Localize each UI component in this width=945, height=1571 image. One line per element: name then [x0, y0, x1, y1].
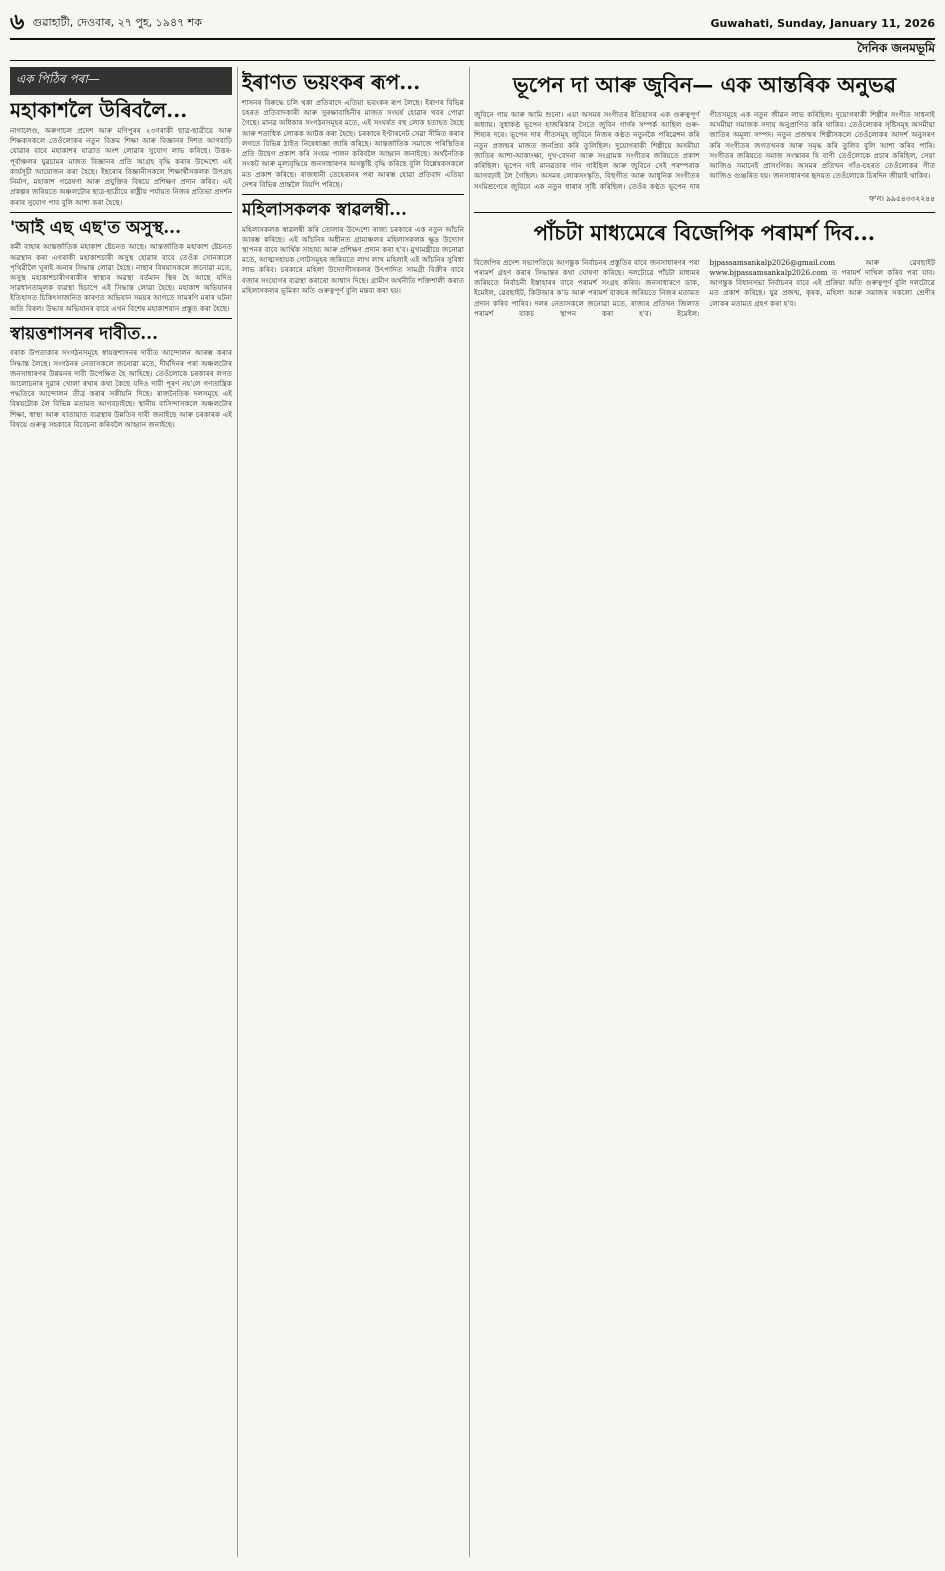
column-1 [10, 67, 232, 1559]
header-left [10, 5, 202, 42]
headline: 'আই এছ এছ'ত অসুস্থ... [10, 217, 182, 238]
divider [474, 212, 935, 213]
headline: ইৰাণত ভয়ংকৰ ৰূপ... [242, 70, 421, 94]
page-number: ৬ [10, 8, 25, 35]
author-phone: ফ'ন। ৯৯৫৪৩৩২২৪৪ [869, 193, 935, 203]
header-date-local: গুৱাহাটী, দেওবাৰ, ২৭ পুহ, ১৯৪৭ শক [32, 15, 202, 29]
columns [10, 61, 935, 1561]
column-2 [242, 67, 464, 1559]
divider [10, 212, 232, 213]
headline: মহিলাসকলক স্বাৱলম্বী... [242, 199, 407, 220]
headline: মহাকাশলৈ উৰিবলৈ... [10, 98, 188, 122]
article-two-column [474, 110, 935, 192]
headline: স্বায়ত্তশাসনৰ দাবীত... [10, 323, 159, 344]
article-body: নাগালেণ্ড, অৰুণাচল প্ৰদেশ আৰু মণিপুৰৰ ২৩গৰাকী ছাত্ৰ-ছাত্ৰীয়ে আৰু শিক্ষকসকলে তেওঁলোকৰ নতুন বিক্ৰম শিক্ষা আৰু বিজ্ঞানৰ দিশত আগবাঢ়ি যোৱাৰ বাবে মহাকাশৰ যাত্ৰাত অংশ লোৱাৰ সুযোগ লাভ কৰিছে। উত্তৰ-পূৰ্বাঞ্চলৰ যুৱচামৰ মাজত বিজ্ঞানৰ প্ৰতি আগ্ৰহ বৃদ্ধি কৰাৰ উদ্দেশ্যে এই কাৰ্যসূচী আয়োজন কৰা হৈছে। ইছৰোৰ বিজ্ঞানীসকলে শিক্ষাৰ্থীসকলক উপগ্ৰহ নিৰ্মাণ, মহাকাশ গৱেষণা আৰু প্ৰযুক্তিৰ বিষয়ে প্ৰশিক্ষণ প্ৰদান কৰিব। এই প্ৰকল্পৰ জৰিয়তে অঞ্চলটোৰ ছাত্ৰ-ছাত্ৰীয়ে ৰাষ্ট্ৰীয় পৰ্যায়ত নিজৰ প্ৰতিভা প্ৰদৰ্শন কৰাৰ সুযোগ পাব বুলি আশা কৰা হৈছে। [10, 126, 232, 207]
column-3 [474, 67, 935, 1559]
article-two-column [474, 258, 935, 319]
column-divider [237, 67, 238, 1557]
article-body: বিজেপিৰ প্ৰদেশ সভাপতিয়ে আগন্তুক নিৰ্বাচনৰ প্ৰস্তুতিৰ বাবে জনসাধাৰণৰ পৰা পৰামৰ্শ গ্ৰহণ কৰাৰ সিদ্ধান্তৰ কথা ঘোষণা কৰিছে। দলটোৱে পাঁচটা মাধ্যমৰ জৰিয়তে নিৰ্বাচনী ইস্তাহাৰৰ বাবে পৰামৰ্শ সংগ্ৰহ কৰিব। জনসাধাৰণে ডাক, ইমেইল, ৱেবছাইট, কিউআৰ ক'ড আৰু পৰামৰ্শ বাকচৰ জৰিয়তে নিজৰ মতামত প্ৰদান কৰিব পাৰিব। দলৰ নেতাসকলে জনোৱা মতে, ৰাজ্যৰ প্ৰতিখন জিলাত পৰামৰ্শ বাকচ স্থাপন কৰা হ'ব। ইমেইল: bjpassamsankalp2026@gmail.com আৰু ৱেবছাইট www.bjpassamsankalp2026.com ত পৰামৰ্শ দাখিল কৰিব পৰা যাব। আগন্তুক বিধানসভা নিৰ্বাচনৰ বাবে এই প্ৰক্ৰিয়া অতি গুৰুত্বপূৰ্ণ বুলি দলটোৱে মত প্ৰকাশ কৰিছে। যুৱ প্ৰজন্ম, কৃষক, মহিলা আৰু সমাজৰ সকলো শ্ৰেণীৰ লোকৰ মতামত গ্ৰহণ কৰা হ'ব। [474, 257, 935, 318]
masthead: দৈনিক জনমভূমি [857, 41, 935, 55]
headline: পাঁচটা মাধ্যমেৰে বিজেপিক পৰামৰ্শ দিব... [533, 219, 876, 245]
article-body: শাসনৰ বিৰুদ্ধে চলি থকা প্ৰতিবাদে এতিয়া ভয়ংকৰ ৰূপ লৈছে। ইৰাণৰ বিভিন্ন চহৰত প্ৰতিবাদকাৰী আৰু সুৰক্ষাবাহিনীৰ মাজত সংঘৰ্ষ হোৱাৰ খবৰ পোৱা গৈছে। মানৱ অধিকাৰ সংগঠনসমূহৰ মতে, এই সংঘৰ্ষত বহু লোক হতাহত হৈছে আৰু শতাধিক লোকক আটক কৰা হৈছে। চৰকাৰে ইণ্টাৰনেট সেৱা সীমিত কৰাৰ লগতে বিভিন্ন ঠাইত নিষেধাজ্ঞা জাৰি কৰিছে। আন্তৰ্জাতিক সমাজে পৰিস্থিতিৰ প্ৰতি উদ্বেগ প্ৰকাশ কৰি সংযম পালন কৰিবলৈ আহ্বান জনাইছে। অৰ্থনৈতিক সংকট আৰু মূল্যবৃদ্ধিয়ে জনসাধাৰণৰ অসন্তুষ্টি বৃদ্ধি কৰিছে বুলি বিশ্লেষকসকলে মত প্ৰকাশ কৰিছে। ৰাজধানী তেহেৰানৰ পৰা আৰম্ভ হোৱা প্ৰতিবাদ এতিয়া দেশৰ বিভিন্ন প্ৰান্তলৈ বিয়পি পৰিছে। [242, 98, 464, 189]
divider [242, 194, 464, 195]
article-body: বৰাক উপত্যকাৰ সংগঠনসমূহে স্বায়ত্তশাসনৰ দাবীত আন্দোলন আৰম্ভ কৰাৰ সিদ্ধান্ত লৈছে। সংগঠনৰ নেতাসকলে জনোৱা মতে, দীৰ্ঘদিনৰ পৰা অঞ্চলটোৰ জনসাধাৰণৰ উন্নয়নৰ দাবী উপেক্ষিত হৈ আহিছে। তেওঁলোকে চৰকাৰৰ লগত আলোচনাৰ দুৱাৰ খোলা ৰখাৰ কথা কৈছে যদিও দাবী পূৰণ নহ'লে গণতান্ত্ৰিক পদ্ধতিৰে আন্দোলন তীব্ৰ কৰাৰ সকীয়নি দিছে। ৰাজনৈতিক দলসমূহে এই বিষয়টোক লৈ বিভিন্ন মতামত আগবঢ়াইছে। স্থানীয় বাসিন্দাসকলে অঞ্চলটোৰ শিক্ষা, স্বাস্থ্য আৰু যাতায়াত ব্যৱস্থাৰ উন্নতিৰ দাবী জনাইছে আৰু চৰকাৰক এই বিষয়ে গুৰুত্ব সহকাৰে বিবেচনা কৰিবলৈ আহ্বান জনাইছে। [10, 348, 232, 429]
column-divider [469, 67, 470, 1557]
headline: ভূপেন দা আৰু জুবিন— এক আন্তৰিক অনুভৱ [512, 72, 896, 97]
divider [10, 318, 232, 319]
article-body: জুবিনে গায় আৰু আমি শুনো। এয়া অসমৰ সংগীতৰ ইতিহাসৰ এক গুৰুত্বপূৰ্ণ অধ্যায়। সুধাকণ্ঠ ভূপেন হাজৰিকাৰ সৈতে জুবিন গাৰ্গৰ সম্পৰ্ক আছিল গুৰু-শিষ্যৰ দৰে। ভূপেন দাৰ গীতসমূহ জুবিনে নিজৰ কণ্ঠত নতুনকৈ পৰিৱেশন কৰি নতুন প্ৰজন্মৰ মাজত জনপ্ৰিয় কৰি তুলিছিল। দুয়োগৰাকী শিল্পীয়ে অসমীয়া জাতিৰ আশা-আকাংক্ষা, দুখ-বেদনা আৰু সংগ্ৰামক সংগীতৰ জৰিয়তে প্ৰকাশ কৰিছিল। ভূপেন দাই মানৱতাৰ গান গাইছিল আৰু জুবিনে সেই পৰম্পৰাক আগবঢ়াই লৈ গৈছিল। অসমৰ লোকসংস্কৃতি, বিহুগীত আৰু আধুনিক সংগীতৰ সংমিশ্ৰণেৰে জুবিনে এক নতুন ধাৰাৰ সৃষ্টি কৰিছিল। তেওঁৰ কণ্ঠত ভূপেন দাৰ গীতসমূহে এক নতুন জীৱন লাভ কৰিছিল। দুয়োগৰাকী শিল্পীৰ সংগীত সাধনাই অসমীয়া সমাজক সদায় অনুপ্ৰাণিত কৰি থাকিব। তেওঁলোকৰ সৃষ্টিসমূহ অসমীয়া জাতিৰ অমূল্য সম্পদ। নতুন প্ৰজন্মৰ শিল্পীসকলে তেওঁলোকৰ আদৰ্শ অনুসৰণ কৰি সংগীতৰ জগতখনক আৰু সমৃদ্ধ কৰি তুলিব বুলি আশা কৰিব পাৰি। সংগীতৰ জৰিয়তে সমাজ সংস্কাৰৰ যি বাণী তেওঁলোকে প্ৰচাৰ কৰিছিল, সেয়া আজিও সমানেই প্ৰাসংগিক। অসমৰ প্ৰতিখন গাঁও-চহৰত তেওঁলোকৰ গীত আজিও গুঞ্জৰিত হয়। জনসাধাৰণৰ হৃদয়ত তেওঁলোকে চিৰদিন জীয়াই থাকিব। [474, 110, 935, 191]
article-body: মহিলাসকলক স্বাৱলম্বী কৰি তোলাৰ উদ্দেশ্যে ৰাজ্য চৰকাৰে এক নতুন আঁচনি আৰম্ভ কৰিছে। এই আঁচনিৰ অধীনত গ্ৰামাঞ্চলৰ মহিলাসকলক ক্ষুদ্ৰ উদ্যোগ স্থাপনৰ বাবে আৰ্থিক সাহায্য আৰু প্ৰশিক্ষণ প্ৰদান কৰা হ'ব। মুখ্যমন্ত্ৰীয়ে জনোৱা মতে, আত্মসহায়ক গোটসমূহৰ জৰিয়তে লাখ লাখ মহিলাই এই আঁচনিৰ সুবিধা লাভ কৰিব। চৰকাৰে মহিলা উদ্যোগীসকলৰ উৎপাদিত সামগ্ৰী বিক্ৰীৰ বাবে বজাৰ সংযোগৰ ব্যৱস্থা কৰাৰো আশ্বাস দিছে। গ্ৰামীণ অৰ্থনীতি শক্তিশালী কৰাত মহিলাসকলৰ ভূমিকা অতি গুৰুত্বপূৰ্ণ বুলি মন্তব্য কৰা হয়। [242, 224, 464, 295]
page-header [10, 8, 935, 40]
continued-banner: এক পিঠিৰ পৰা— [10, 67, 232, 95]
article-body: কৰ্মী বাহাৰ আন্তৰ্জাতিক মহাকাশ ষ্টেচনত আছে। আন্তৰ্জাতিক মহাকাশ ষ্টেচনত অৱস্থান কৰা এগৰাকী মহাকাশচাৰী অসুস্থ হোৱাৰ বাবে তেওঁক সোনকালে পৃথিৱীলৈ ঘূৰাই অনাৰ সিদ্ধান্ত লোৱা হৈছে। নাছাৰ বিষয়াসকলে জনোৱা মতে, অসুস্থ মহাকাশচাৰীগৰাকীৰ স্বাস্থ্যৰ অৱস্থা বৰ্তমান স্থিৰ হৈ আছে যদিও সাৱধানতামূলক ব্যৱস্থা হিচাপে এই সিদ্ধান্ত লোৱা হৈছে। মহাকাশ অভিযানৰ ইতিহাসত চিকিৎসাজনিত কাৰণত অভিযান সময়ৰ আগতে সামৰণি মৰাৰ ঘটনা অতি বিৰল। উদ্ধাৰ অভিযানৰ বাবে এখন বিশেষ মহাকাশযান প্ৰস্তুত কৰা হৈছে। [10, 242, 232, 313]
masthead-bar [10, 40, 935, 61]
header-date-english: Guwahati, Sunday, January 11, 2026 [710, 16, 935, 30]
